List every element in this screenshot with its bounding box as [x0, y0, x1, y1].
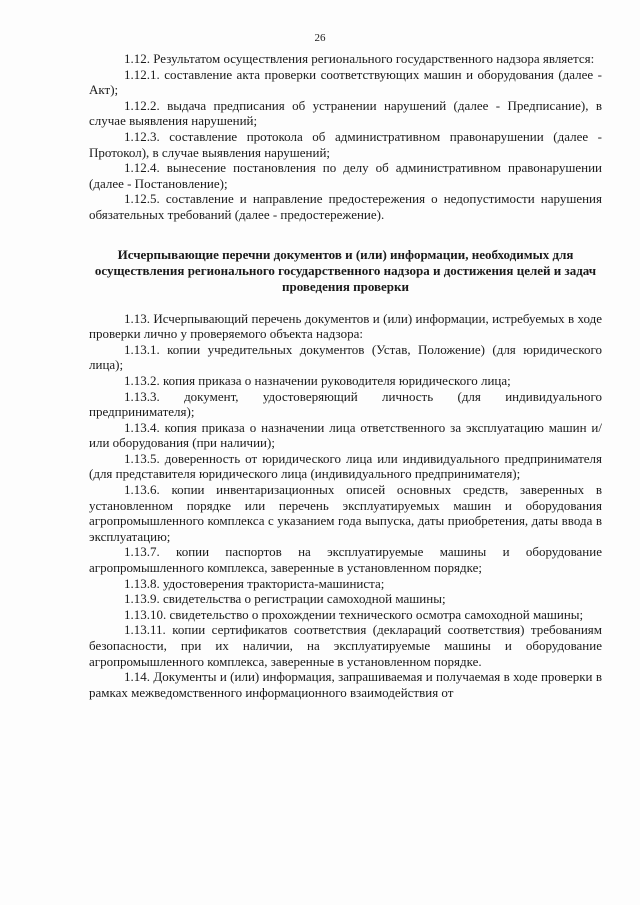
paragraph-1-13-9: 1.13.9. свидетельства о регистрации самоходной машины; — [124, 591, 446, 607]
paragraph-1-13-1: 1.13.1. копии учредительных документов (Устав, Положение) (для юридического лица); — [89, 341, 602, 373]
paragraph-1-13: 1.13. Исчерпывающий перечень документов и (или) информации, истребуемых в ходе проверки лично у проверяемого объекта надзора: — [89, 310, 602, 342]
paragraph-1-12-5: 1.12.5. составление и направление предостережения о недопустимости нарушения обязательных требований (далее - предостережение). — [89, 191, 602, 222]
paragraph-1-12: 1.12. Результатом осуществления регионального государственного надзора является: — [124, 51, 595, 66]
paragraph-1-13-2: 1.13.2. копия приказа о назначении руководителя юридического лица; — [124, 372, 511, 388]
paragraph-1-13-6: 1.13.6. копии инвентаризационных описей основных средств, заверенных в установленном порядке или перечень эксплуатируемых машин и оборудования агропромышленного комплекса с указанием года выпуска, даты приобретения, даты ввода в эксплуатацию; — [89, 482, 602, 544]
paragraph-1-13-3: 1.13.3. документ, удостоверяющий личность (для индивидуального предпринимателя); — [89, 388, 602, 420]
paragraph-1-13-10: 1.13.10. свидетельство о прохождении технического осмотра самоходной машины; — [124, 606, 584, 622]
paragraph-1-12-1: 1.12.1. составление акта проверки соответствующих машин и оборудования (далее - Акт); — [89, 66, 602, 98]
paragraph-1-13-5: 1.13.5. доверенность от юридического лица или индивидуального предпринимателя (для представителя юридического лица (индивидуального предпринимателя); — [89, 450, 602, 482]
paragraph-1-13-7: 1.13.7. копии паспортов на эксплуатируемые машины и оборудование агропромышленного комплекса, заверенные в установленном порядке; — [89, 544, 602, 576]
page-number: 26 — [314, 32, 326, 44]
paragraph-1-14: 1.14. Документы и (или) информация, запрашиваемая и получаемая в ходе проверки в рамках межведомственного информационного взаимодействия от — [89, 669, 602, 700]
section-heading: Исчерпывающие перечни документов и (или) информации, необходимых для осуществления регионального государственного надзора и достижения целей и задач проведения проверки — [94, 246, 597, 294]
document-body — [89, 51, 602, 700]
paragraph-1-13-8: 1.13.8. удостоверения тракториста-машиниста; — [124, 575, 385, 591]
paragraph-1-12-3: 1.12.3. составление протокола об административном правонарушении (далее - Протокол), в случае выявления нарушений; — [89, 128, 602, 160]
paragraph-1-12-4: 1.12.4. вынесение постановления по делу об административном правонарушении (далее - Постановление); — [89, 160, 602, 191]
paragraph-1-13-11: 1.13.11. копии сертификатов соответствия (деклараций соответствия) требованиям безопасности, при их наличии, на эксплуатируемые машины и оборудование агропромышленного комплекса, заверенные в установленном порядке. — [89, 622, 602, 669]
paragraph-1-13-4: 1.13.4. копия приказа о назначении лица ответственного за эксплуатацию машин и/или оборудования (при наличии); — [89, 419, 602, 451]
paragraph-1-12-2: 1.12.2. выдача предписания об устранении нарушений (далее - Предписание), в случае выявления нарушений; — [89, 97, 602, 129]
